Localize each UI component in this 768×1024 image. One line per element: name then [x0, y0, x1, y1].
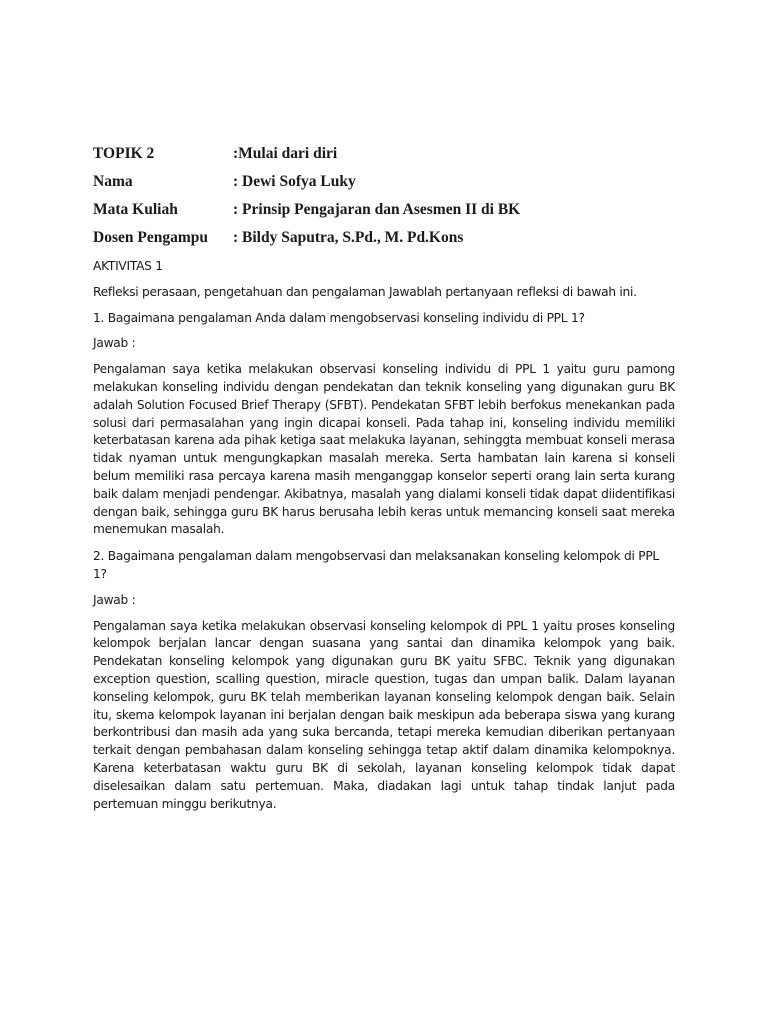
answer-label-1: Jawab : — [93, 336, 136, 351]
answer-1: Pengalaman saya ketika melakukan observasi konseling individu di PPL 1 yaitu guru pamong melakukan konseling individu dengan pendekatan dan teknik konseling yang digunakan guru BK adalah Solution Focused Brief Therapy (SFBT). Pendekatan SFBT lebih berfokus menekankan pada solusi dari permasalahan yang ingin dicapai konseli. Pada tahap ini, konseling individu memiliki keterbatasan karena ada pihak ketiga saat melakuka layanan, sehinggta membuat konseli merasa tidak nyaman untuk mengungkapkan masalah mereka. Serta hambatan lain karena si konseli belum memiliki rasa percaya karena masih menganggap konselor seperti orang lain serta kurang baik dalam menjadi pendengar. Akibatnya, masalah yang dialami konseli tidak dapat diidentifikasi dengan baik, sehingga guru BK harus berusaha lebih keras untuk memancing konseli saat mereka menemukan masalah. — [93, 362, 675, 537]
header-value-course: : Prinsip Pengajaran dan Asesmen II di BK — [233, 201, 521, 218]
header-row-lecturer — [93, 224, 675, 252]
header-value-name: : Dewi Sofya Luky — [233, 173, 356, 190]
instruction-text: Refleksi perasaan, pengetahuan dan pengalaman Jawablah pertanyaan refleksi di bawah ini. — [93, 284, 637, 299]
header-value-lecturer: : Bildy Saputra, S.Pd., M. Pd.Kons — [233, 229, 464, 246]
question-1: 1. Bagaimana pengalaman Anda dalam mengobservasi konseling individu di PPL 1? — [93, 310, 585, 325]
header-key-name: Nama — [93, 173, 133, 190]
header-value-topic: :Mulai dari diri — [233, 145, 338, 162]
header-row-course — [93, 196, 675, 224]
document-body — [93, 258, 675, 813]
document-header — [93, 140, 675, 252]
header-row-name — [93, 168, 675, 196]
header-row-topic — [93, 140, 675, 168]
answer-2: Pengalaman saya ketika melakukan observasi konseling kelompok di PPL 1 yaitu proses konseling kelompok berjalan lancar dengan suasana yang santai dan dinamika kelompok yang baik. Pendekatan konseling kelompok yang digunakan guru BK yaitu SFBC. Teknik yang digunakan exception question, scalling question, miracle question, tugas dan umpan balik. Dalam layanan konseling kelompok, guru BK telah memberikan layanan konseling kelompok dengan baik. Selain itu, skema kelompok layanan ini berjalan dengan baik meskipun ada beberapa siswa yang kurang berkontribusi dan masih ada yang suka bercanda, tetapi mereka kemudian diberikan pertanyaan terkait dengan pembahasan dalam konseling sehingga tetap aktif dalam dinamika kelompoknya. Karena keterbatasan waktu guru BK di sekolah, layanan konseling kelompok tidak dapat diselesaikan dalam satu pertemuan. Maka, diadakan lagi untuk tahap tindak lanjut pada pertemuan minggu berikutnya. — [93, 618, 675, 811]
answer-label-2: Jawab : — [93, 592, 136, 607]
activity-title: AKTIVITAS 1 — [93, 259, 163, 273]
header-key-topic: TOPIK 2 — [93, 145, 155, 162]
document-page — [93, 140, 675, 822]
header-key-course: Mata Kuliah — [93, 201, 178, 218]
header-key-lecturer: Dosen Pengampu — [93, 229, 208, 246]
question-2: 2. Bagaimana pengalaman dalam mengobservasi dan melaksanakan konseling kelompok di PPL 1? — [93, 549, 659, 581]
